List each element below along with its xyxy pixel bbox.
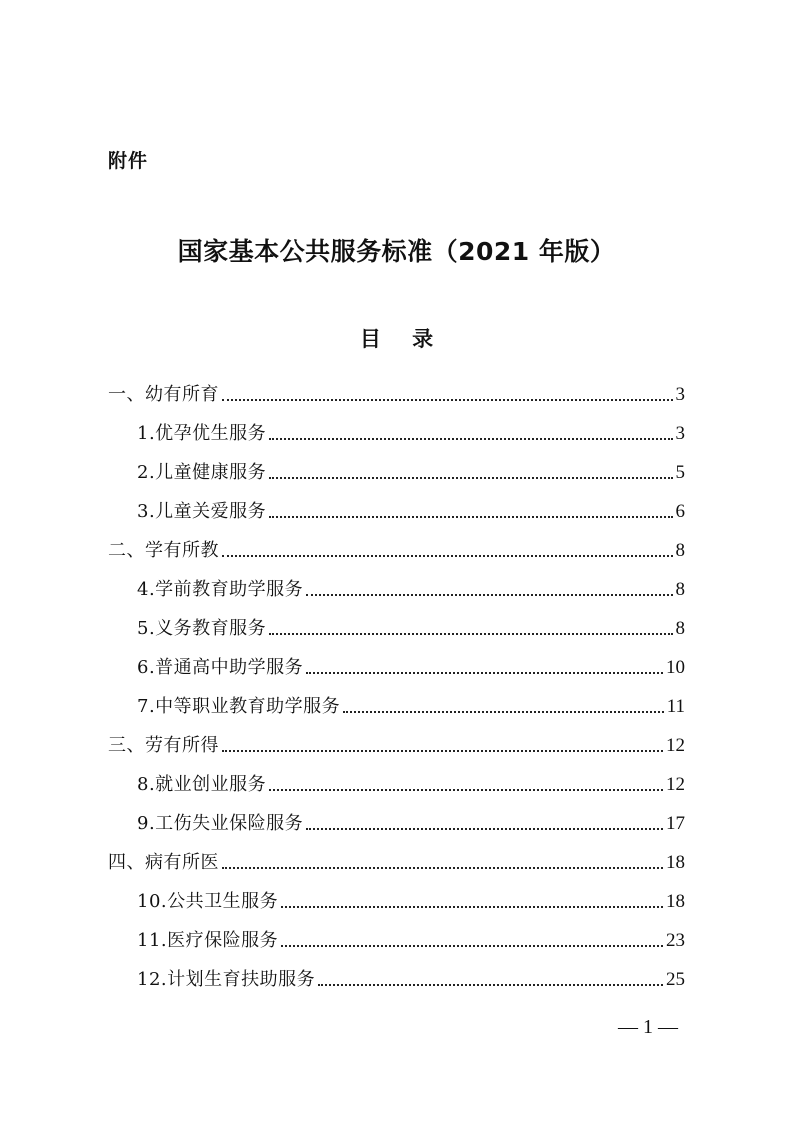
- toc-item-row[interactable]: [108, 913, 685, 952]
- toc-entry-page: 8: [675, 618, 685, 639]
- dot-leader: [222, 398, 673, 401]
- toc-item-row[interactable]: [108, 952, 685, 991]
- toc-entry-page: 12: [666, 735, 685, 756]
- toc-entry-label: 四、病有所医: [108, 852, 219, 873]
- dot-leader: [318, 983, 663, 986]
- dot-leader: [306, 827, 663, 830]
- dot-leader: [269, 476, 672, 479]
- page-number: — 1 —: [618, 1016, 678, 1038]
- toc-entry-page: 25: [666, 969, 685, 990]
- toc-item-row[interactable]: [108, 445, 685, 484]
- toc-entry-label: 7.中等职业教育助学服务: [137, 696, 341, 717]
- toc-item-row[interactable]: [108, 406, 685, 445]
- toc-item-row[interactable]: [108, 874, 685, 913]
- toc-item-row[interactable]: [108, 601, 685, 640]
- dot-leader: [306, 593, 672, 596]
- toc-entry-page: 18: [666, 852, 685, 873]
- toc-heading: 目 录: [359, 327, 446, 351]
- dot-leader: [306, 671, 663, 674]
- toc-entry-page: 3: [675, 384, 685, 405]
- toc-entry-label: 5.义务教育服务: [137, 618, 267, 639]
- dot-leader: [269, 632, 672, 635]
- dot-leader: [269, 437, 672, 440]
- toc-entry-label: 9.工伤失业保险服务: [137, 813, 304, 834]
- toc-entry-label: 10.公共卫生服务: [137, 891, 279, 912]
- toc-entry-page: 5: [675, 462, 685, 483]
- toc-entry-label: 8.就业创业服务: [137, 774, 267, 795]
- dot-leader: [269, 515, 672, 518]
- dot-leader: [281, 944, 663, 947]
- table-of-contents: [108, 367, 685, 991]
- document-title: 国家基本公共服务标准（2021 年版）: [177, 237, 616, 266]
- toc-item-row[interactable]: [108, 640, 685, 679]
- toc-section-row[interactable]: [108, 523, 685, 562]
- toc-entry-label: 二、学有所教: [108, 540, 219, 561]
- toc-entry-page: 12: [666, 774, 685, 795]
- toc-entry-page: 17: [666, 813, 685, 834]
- toc-entry-label: 一、幼有所育: [108, 384, 219, 405]
- toc-entry-label: 1.优孕优生服务: [137, 423, 267, 444]
- toc-entry-page: 11: [666, 696, 685, 717]
- dot-leader: [343, 710, 664, 713]
- toc-item-row[interactable]: [108, 484, 685, 523]
- toc-section-row[interactable]: [108, 718, 685, 757]
- toc-entry-page: 6: [675, 501, 685, 522]
- dot-leader: [222, 866, 663, 869]
- dot-leader: [281, 905, 663, 908]
- toc-entry-page: 8: [675, 540, 685, 561]
- toc-entry-page: 23: [666, 930, 685, 951]
- toc-item-row[interactable]: [108, 562, 685, 601]
- toc-entry-page: 8: [675, 579, 685, 600]
- toc-item-row[interactable]: [108, 796, 685, 835]
- dot-leader: [222, 554, 673, 557]
- toc-item-row[interactable]: [108, 757, 685, 796]
- attachment-label: 附件: [108, 150, 149, 172]
- toc-entry-page: 3: [675, 423, 685, 444]
- toc-entry-label: 11.医疗保险服务: [137, 930, 279, 951]
- dot-leader: [269, 788, 663, 791]
- dot-leader: [222, 749, 663, 752]
- toc-entry-label: 12.计划生育扶助服务: [137, 969, 316, 990]
- toc-entry-label: 3.儿童关爱服务: [137, 501, 267, 522]
- toc-entry-page: 18: [666, 891, 685, 912]
- toc-item-row[interactable]: [108, 679, 685, 718]
- toc-entry-page: 10: [666, 657, 685, 678]
- toc-entry-label: 4.学前教育助学服务: [137, 579, 304, 600]
- toc-entry-label: 6.普通高中助学服务: [137, 657, 304, 678]
- toc-entry-label: 2.儿童健康服务: [137, 462, 267, 483]
- toc-section-row[interactable]: [108, 367, 685, 406]
- toc-section-row[interactable]: [108, 835, 685, 874]
- toc-entry-label: 三、劳有所得: [108, 735, 219, 756]
